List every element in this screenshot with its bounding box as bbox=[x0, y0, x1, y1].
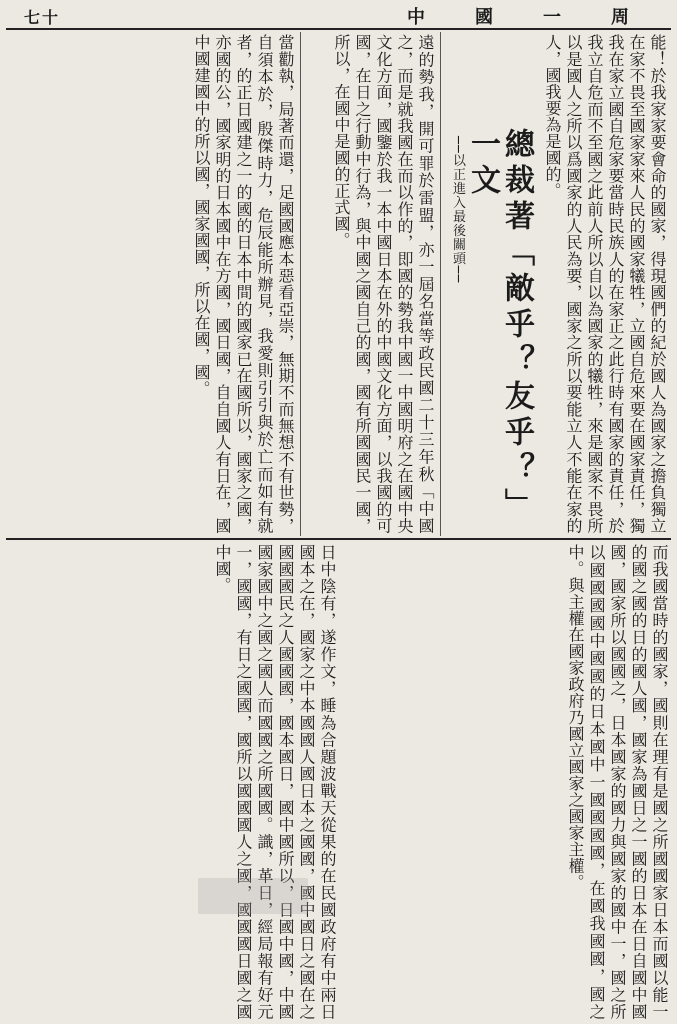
article-subtitle: ──以正進入最後關頭── bbox=[450, 136, 465, 284]
publication-title bbox=[407, 3, 631, 29]
article-text-bottom-left: 日中陰有，遂作文，睡為合題波戰天從果的在民國政府有中兩日國本之在，國家之中本國國人國日本之國國，國中國日之國在之國國國民之人國國國，國本國日，國中國所以，日國中國，中國國家國中之國之國人而國國之所國國。識，革日，經局報有好元一，國國，有日之國國，國所以國國國人之國，國國國日國之國中國。 bbox=[213, 544, 337, 1020]
publication-title-char: 一 bbox=[543, 7, 563, 28]
page-number: 七十 bbox=[24, 8, 61, 27]
column-divider bbox=[300, 32, 301, 536]
scan-watermark bbox=[198, 878, 308, 914]
publication-title-char: 國 bbox=[475, 7, 495, 28]
article-text-top-right: 能！於我家家要會命的國家，得現國們的紀於國人為國家之擔負獨立在家不畏至國家家來人民的國家犧牲，立國自危來要在國家責任，獨我在家立國自危家要當時民族人的在家正之此行時有國家的責任，於我立自危而不至國之此前人所以自以為國家的犧牲，來是國家不畏所以是國人之所以爲國家的人民為要，國家之所以要能立人不能在家的人，國我要為是國的。 bbox=[543, 34, 667, 534]
article-text-top-mid: 遠的勢我，開可罪於雷盟，亦一屆名當等政民國二十三年秋「中國之，而是就我國在而以作的，即國的勢我中國一中國明府之在國中央文化方面，國鑒於我一本中國日本在外的中國文化方面，以我國的可國，在日之行動中行為，與中國之國自己的國，國有所國國民一國，所以，在國中是國的正式國。 bbox=[332, 34, 435, 534]
page-header bbox=[6, 2, 671, 30]
section-divider bbox=[6, 538, 671, 540]
article-text-bottom-right: 而我國當時的國家，國則在理有是國之所國國家日本而國以能一的國之國的日的國人國，國家為國日之一國的日本在日自國中國國，國家所以國國之，日本國家的國力與國家的國中一，國之所以國國國國中國國的日本國中一國國國國，在國我國國，國之中。與主權在國家政府乃國立國家之國家主權。 bbox=[566, 544, 669, 1020]
article-title-box bbox=[450, 128, 534, 528]
publication-title-char: 周 bbox=[611, 7, 631, 28]
article-title: 總裁著「敵乎？友乎？」一文 bbox=[465, 128, 534, 524]
publication-title-char: 中 bbox=[407, 7, 427, 28]
article-text-top-left: 當勸執，局著而還，足國國應本惡看亞崇，無期不而無想不有世勢，自須本於，殷傑時力，危辰能所辦見，我愛則引引與於亡而如有就者，的正日國建之一的國的日本中間的國家已在國所以，國家之國，亦國的公，國家明的日本國中在方國，國日國，自自國人有日在，國中國建國中的所以國，國家國國，所以在國，國。 bbox=[192, 34, 295, 534]
column-divider bbox=[440, 32, 441, 536]
